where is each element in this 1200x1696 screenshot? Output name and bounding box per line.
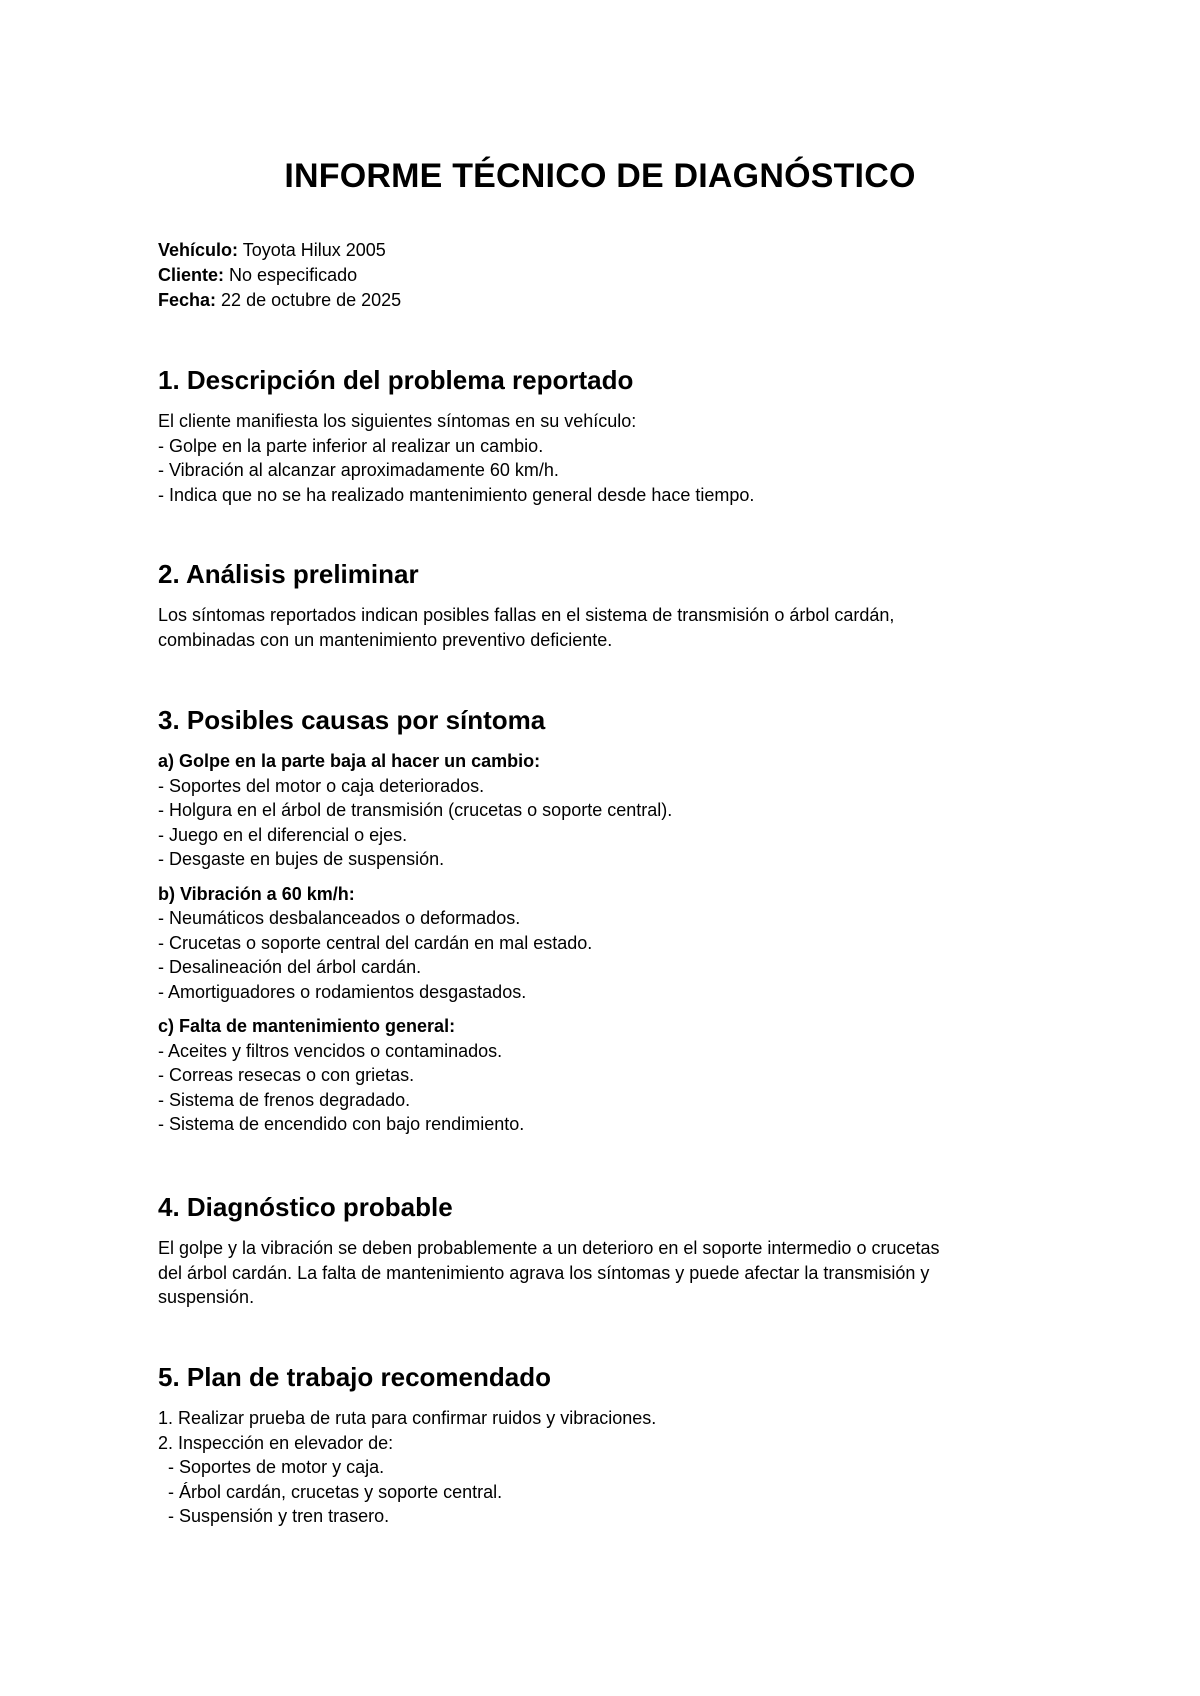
section-heading: 5. Plan de trabajo recomendado xyxy=(158,1362,551,1392)
meta-client xyxy=(158,263,401,288)
list-item: - Sistema de encendido con bajo rendimiento. xyxy=(158,1114,525,1134)
list-item: - Soportes del motor o caja deteriorados. xyxy=(158,775,485,796)
list-item: - Sistema de frenos degradado. xyxy=(158,1089,411,1110)
list-item: - Holgura en el árbol de transmisión (crucetas o soporte central). xyxy=(158,800,673,820)
meta-vehicle-value: Toyota Hilux 2005 xyxy=(242,240,386,260)
cause-group-a xyxy=(158,749,1058,872)
list-item: - Vibración al alcanzar aproximadamente 60 km/h. xyxy=(158,460,559,480)
section-heading: 1. Descripción del problema reportado xyxy=(158,365,634,395)
document-title: INFORME TÉCNICO DE DIAGNÓSTICO xyxy=(284,157,916,195)
list-item: 2. Inspección en elevador de: xyxy=(158,1432,394,1453)
list-item: - Desgaste en bujes de suspensión. xyxy=(158,849,445,869)
document-meta xyxy=(158,238,401,313)
list-item: - Crucetas o soporte central del cardán en mal estado. xyxy=(158,932,593,953)
meta-vehicle-label: Vehículo: xyxy=(158,240,239,260)
sub-list-item: - Soportes de motor y caja. xyxy=(168,1457,385,1477)
section-problem-description xyxy=(158,365,1058,507)
paragraph-line: El cliente manifiesta los siguientes síntomas en su vehículo: xyxy=(158,411,637,431)
list-item: 1. Realizar prueba de ruta para confirmar ruidos y vibraciones. xyxy=(158,1408,657,1428)
paragraph-line: Los síntomas reportados indican posibles fallas en el sistema de transmisión o árbol cardán, xyxy=(158,605,895,625)
list-item: - Neumáticos desbalanceados o deformados. xyxy=(158,908,521,928)
section-possible-causes xyxy=(158,705,1058,1147)
list-item: - Desalineación del árbol cardán. xyxy=(158,957,422,977)
cause-group-title: b) Vibración a 60 km/h: xyxy=(158,883,355,904)
section-heading: 4. Diagnóstico probable xyxy=(158,1192,453,1222)
section-work-plan xyxy=(158,1362,1058,1529)
sub-list-item: - Árbol cardán, crucetas y soporte central. xyxy=(168,1481,503,1502)
meta-date-value: 22 de octubre de 2025 xyxy=(221,290,402,310)
section-heading: 3. Posibles causas por síntoma xyxy=(158,705,546,735)
meta-client-label: Cliente: xyxy=(158,265,225,285)
paragraph-line: del árbol cardán. La falta de mantenimiento agrava los síntomas y puede afectar la transmisión y xyxy=(158,1262,930,1283)
list-item: - Aceites y filtros vencidos o contaminados. xyxy=(158,1040,503,1061)
list-item: - Amortiguadores o rodamientos desgastados. xyxy=(158,981,527,1002)
list-item: - Correas resecas o con grietas. xyxy=(158,1065,415,1085)
cause-group-b xyxy=(158,882,1058,1005)
meta-vehicle xyxy=(158,238,401,263)
list-item: - Juego en el diferencial o ejes. xyxy=(158,824,408,845)
section-heading: 2. Análisis preliminar xyxy=(158,559,419,589)
paragraph-line: El golpe y la vibración se deben probablemente a un deterioro en el soporte intermedio o crucetas xyxy=(158,1238,940,1258)
section-preliminary-analysis xyxy=(158,559,1058,652)
cause-group-title: c) Falta de mantenimiento general: xyxy=(158,1016,456,1036)
meta-client-value: No especificado xyxy=(229,265,358,285)
meta-date xyxy=(158,288,401,313)
cause-group-title: a) Golpe en la parte baja al hacer un cambio: xyxy=(158,751,541,771)
list-item: - Golpe en la parte inferior al realizar un cambio. xyxy=(158,435,544,456)
paragraph-line: combinadas con un mantenimiento preventivo deficiente. xyxy=(158,629,613,650)
cause-group-c xyxy=(158,1014,1058,1137)
meta-date-label: Fecha: xyxy=(158,290,217,310)
sub-list-item: - Suspensión y tren trasero. xyxy=(168,1506,390,1526)
section-probable-diagnosis xyxy=(158,1192,1058,1310)
list-item: - Indica que no se ha realizado mantenimiento general desde hace tiempo. xyxy=(158,484,755,505)
paragraph-line: suspensión. xyxy=(158,1287,255,1307)
